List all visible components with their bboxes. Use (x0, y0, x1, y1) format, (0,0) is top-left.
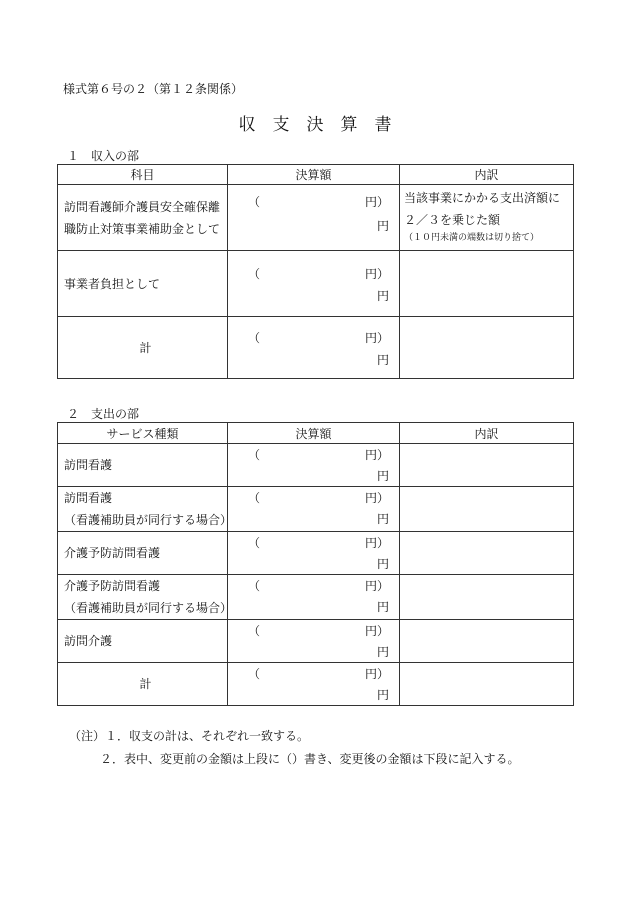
expense-service-label (58, 487, 233, 532)
yen-unit: 円 (376, 289, 389, 303)
income-operator-share-amount-cell[interactable] (228, 251, 400, 317)
expense-header-amount: 決算額 (228, 423, 400, 444)
income-subsidy-breakdown (400, 185, 574, 251)
expense-header-breakdown: 内訳 (400, 423, 574, 444)
service-name: 訪問看護 (64, 458, 113, 472)
expense-header-service-type: サービス種類 (58, 423, 228, 444)
form-number: 様式第６号の２（第１２条関係） (63, 82, 244, 96)
expense-total-amount-cell[interactable] (228, 663, 400, 706)
expense-section-heading: ２ 支出の部 (67, 407, 140, 421)
yen-close-paren: 円） (364, 624, 389, 638)
income-subsidy-label-line1: 訪問看護師介護員安全確保離 (64, 199, 221, 214)
breakdown-line2: ２／３を乗じた額 (404, 213, 501, 227)
income-total-amount-cell[interactable] (228, 317, 400, 379)
expense-row-preventive-visiting-nursing (58, 532, 574, 575)
income-subsidy-label (58, 185, 228, 251)
income-row-subsidy (58, 185, 574, 251)
income-header-subject: 科目 (58, 165, 228, 185)
service-name: 介護予防訪問看護 (64, 546, 161, 560)
income-subsidy-amount-cell[interactable] (228, 185, 400, 251)
open-paren: （ (248, 667, 261, 681)
expense-service-label (58, 532, 228, 575)
yen-close-paren: 円） (364, 536, 389, 550)
expense-total-breakdown[interactable] (400, 663, 574, 706)
income-row-operator-share (58, 251, 574, 317)
yen-unit: 円 (376, 557, 389, 571)
expense-row-total (58, 663, 574, 706)
expense-breakdown-cell[interactable] (400, 532, 574, 575)
income-subsidy-label-line2: 職防止対策事業補助金として (64, 221, 221, 236)
income-header-amount: 決算額 (228, 165, 400, 185)
yen-close-paren: 円） (364, 667, 389, 681)
expense-total-label (58, 663, 228, 706)
yen-unit: 円 (376, 688, 389, 702)
expense-table (57, 422, 574, 706)
service-qualifier: （看護補助員が同行する場合） (64, 513, 233, 527)
expense-amount-cell[interactable] (228, 532, 400, 575)
expense-service-label (58, 620, 228, 663)
open-paren: （ (248, 195, 261, 209)
expense-row-preventive-visiting-nursing-with-aide (58, 575, 574, 620)
income-row-total (58, 317, 574, 379)
income-section-heading: １ 収入の部 (67, 149, 140, 163)
total-label: 計 (139, 677, 152, 691)
service-name: 訪問看護 (64, 491, 113, 505)
expense-header-row (58, 423, 574, 444)
yen-close-paren: 円） (364, 491, 389, 505)
expense-breakdown-cell[interactable] (400, 575, 574, 620)
expense-breakdown-cell[interactable] (400, 620, 574, 663)
yen-close-paren: 円） (364, 579, 389, 593)
income-total-label: 計 (58, 317, 228, 379)
yen-close-paren: 円） (364, 195, 389, 209)
breakdown-rounding-note: （１０円未満の端数は切り捨て） (404, 233, 540, 243)
yen-unit: 円 (376, 469, 389, 483)
expense-row-home-care (58, 620, 574, 663)
expense-amount-cell[interactable] (228, 444, 400, 487)
service-qualifier: （看護補助員が同行する場合） (64, 601, 233, 615)
note-line-1: （注）１．収支の計は、それぞれ一致する。 (69, 729, 310, 743)
note-line-2: ２．表中、変更前の金額は上段に（）書き、変更後の金額は下段に記入する。 (100, 752, 520, 766)
open-paren: （ (248, 624, 261, 638)
yen-unit: 円 (376, 600, 389, 614)
income-operator-share-label: 事業者負担として (58, 251, 228, 317)
income-header-breakdown: 内訳 (400, 165, 574, 185)
open-paren: （ (248, 331, 261, 345)
open-paren: （ (248, 579, 261, 593)
expense-service-label (58, 575, 233, 620)
expense-amount-cell[interactable] (228, 620, 400, 663)
expense-amount-cell[interactable] (228, 575, 400, 620)
yen-unit: 円 (376, 512, 389, 526)
expense-service-label (58, 444, 228, 487)
document-title: 収 支 決 算 書 (238, 115, 392, 135)
yen-unit: 円 (376, 353, 389, 367)
yen-unit: 円 (376, 219, 389, 233)
expense-row-visiting-nursing (58, 444, 574, 487)
yen-close-paren: 円） (364, 267, 389, 281)
open-paren: （ (248, 267, 261, 281)
yen-close-paren: 円） (364, 448, 389, 462)
service-name: 介護予防訪問看護 (64, 579, 161, 593)
income-header-row (58, 165, 574, 185)
expense-amount-cell[interactable] (228, 487, 400, 532)
income-total-breakdown[interactable] (400, 317, 574, 379)
open-paren: （ (248, 491, 261, 505)
yen-close-paren: 円） (364, 331, 389, 345)
income-operator-share-breakdown[interactable] (400, 251, 574, 317)
expense-row-visiting-nursing-with-aide (58, 487, 574, 532)
income-table (57, 164, 574, 379)
breakdown-line1: 当該事業にかかる支出済額に (404, 191, 561, 205)
service-name: 訪問介護 (64, 634, 113, 648)
open-paren: （ (248, 448, 261, 462)
open-paren: （ (248, 536, 261, 550)
expense-breakdown-cell[interactable] (400, 487, 574, 532)
expense-breakdown-cell[interactable] (400, 444, 574, 487)
yen-unit: 円 (376, 645, 389, 659)
